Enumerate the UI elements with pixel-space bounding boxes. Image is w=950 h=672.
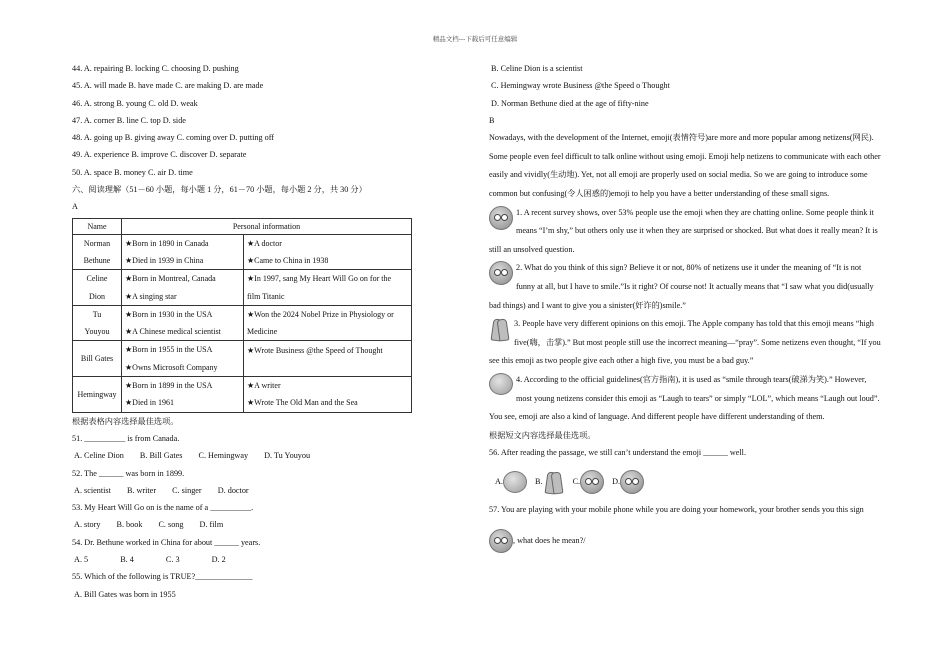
name-cell: Hemingway: [73, 377, 122, 413]
paragraph-5: You see, emoji are also a kind of language. And different people have different understanding of them.: [489, 412, 825, 422]
question-52: 52. The ______ was born in 1899.: [72, 468, 185, 478]
paragraph-1: 1. A recent survey shows, over 53% people use the emoji when they are chatting online. Some people think it means “I’m shy,” but others only use it when they are surprised or shocked. But what does it really mean? It is still an unsolved question.: [489, 207, 878, 254]
question-45: 45. A. will made B. have made C. are making D. are made: [72, 81, 264, 91]
name-cell: Tu Youyou: [73, 305, 122, 341]
option-55-b: B. Celine Dion is a scientist: [491, 64, 583, 73]
intro-paragraph: Nowadays, with the development of the Internet, emoji(表情符号)are more and more popular among netizens(网民). Some people even feel difficult to talk online without using emoji. Emoji help netizens to communicate with each other easily and vividly(生动地). Yet, not all emoji are properly used on social media. So we are going to introduce some common but confusing(令人困惑的)emoji to help you have a better understanding of these small signs.: [489, 133, 881, 198]
info-cell: ★Born in 1930 in the USA ★A Chinese medical scientist: [122, 305, 244, 341]
table-instruction: 根据表格内容选择最佳选项。: [72, 416, 179, 426]
paragraph-2: 2. What do you think of this sign? Believe it or not, 80% of netizens use it under the meaning of “It is not funny at all, but I have to smile.”Is it right? Of course not! It actually means that “I saw what you did(usually bad things) and I want to give you a sinister(奸诈的)smile.”: [489, 263, 874, 310]
options-56: A. B. C. D.: [495, 467, 881, 497]
folded-hands-icon: [489, 317, 511, 341]
info-cell: ★Born in Montreal, Canada ★A singing star: [122, 270, 244, 306]
question-48: 48. A. going up B. giving away C. coming over D. putting off: [72, 133, 275, 143]
smirk-face-icon: [489, 529, 513, 553]
part-b-label: B: [489, 115, 495, 125]
page-header: 精品文档---下载后可任意编辑: [432, 36, 518, 43]
table-header-row: [73, 218, 412, 234]
info-cell: ★Born in 1890 in Canada ★Died in 1939 in China: [122, 234, 244, 270]
info-cell: ★Won the 2024 Nobel Prize in Physiology or Medicine: [244, 305, 412, 341]
smirk-face-icon: [620, 470, 644, 494]
question-55: 55. Which of the following is TRUE?______________: [72, 572, 253, 582]
options-52: A. scientist B. writer C. singer D. doctor: [74, 485, 249, 495]
passage-instruction: 根据短文内容选择最佳选项。: [489, 430, 596, 440]
question-54: 54. Dr. Bethune worked in China for about ______ years.: [72, 537, 261, 547]
name-cell: Norman Bethune: [73, 234, 122, 270]
option-55-a: A. Bill Gates was born in 1955: [74, 589, 176, 599]
option-55-c: C. Hemingway wrote Business @the Speed o Thought: [491, 81, 670, 91]
info-cell: ★A doctor ★Came to China in 1938: [244, 234, 412, 270]
info-cell: ★Wrote Business @the Speed of Thought: [244, 341, 412, 377]
info-cell: ★In 1997, sang My Heart Will Go on for the film Titanic: [244, 270, 412, 306]
question-56: 56. After reading the passage, we still can’t understand the emoji ______ well.: [489, 447, 747, 457]
options-51: A. Celine Dion B. Bill Gates C. Hemingway D. Tu Youyou: [74, 451, 311, 461]
question-57-tail: , what does he mean?/: [489, 529, 881, 553]
question-44: 44. A. repairing B. locking C. choosing D. pushing: [72, 64, 239, 73]
info-table: [72, 218, 412, 413]
question-49: 49. A. experience B. improve C. discover D. separate: [72, 150, 247, 160]
table-row: [73, 341, 412, 377]
question-47: 47. A. corner B. line C. top D. side: [72, 115, 186, 125]
paragraph-4: 4. According to the official guidelines(官方指南), it is used as “smile through tears(破涕为笑).” However, most young netizens consider this emoji as “Laugh to tears” or simply “LOL”, which means “Laugh out loud”.: [489, 371, 881, 408]
right-column: [489, 60, 881, 553]
section-title: 六、阅读理解（51－60 小题，每小题 1 分，61－70 小题，每小题 2 分，共 30 分）: [72, 185, 367, 195]
info-cell: ★Born in 1899 in the USA ★Died in 1961: [122, 377, 244, 413]
header-info: Personal information: [122, 218, 412, 234]
shocked-face-icon: [580, 470, 604, 494]
table-row: [73, 270, 412, 306]
option-55-d: D. Norman Bethune died at the age of fifty-nine: [491, 98, 649, 108]
table-row: [73, 234, 412, 270]
question-57: 57. You are playing with your mobile phone while you are doing your homework, your brother sends you this sign: [489, 505, 864, 515]
tears-of-joy-icon: [489, 373, 513, 395]
name-cell: Celine Dion: [73, 270, 122, 306]
shocked-face-icon: [489, 206, 513, 230]
header-name: Name: [73, 218, 122, 234]
table-row: [73, 377, 412, 413]
info-cell: ★A writer ★Wrote The Old Man and the Sea: [244, 377, 412, 413]
paragraph-3: 3. People have very different opinions on this emoji. The Apple company has told that this emoji means “high five(嗨，击掌).” But most people still use the incorrect meaning—“pray”. Some netizens even thought, “If you see this emoji as two people give each other a high five, you must be a bad guy.”: [489, 319, 881, 366]
info-cell: ★Born in 1955 in the USA ★Owns Microsoft Company: [122, 341, 244, 377]
left-column: [72, 60, 414, 603]
questions-top: [72, 60, 414, 181]
name-cell: Bill Gates: [73, 341, 122, 377]
folded-hands-icon: [543, 470, 565, 494]
options-53: A. story B. book C. song D. film: [74, 520, 224, 530]
question-51: 51. __________ is from Canada.: [72, 433, 180, 443]
question-46: 46. A. strong B. young C. old D. weak: [72, 98, 198, 108]
table-row: [73, 305, 412, 341]
options-54: A. 5 B. 4 C. 3 D. 2: [74, 555, 226, 565]
tears-of-joy-icon: [503, 471, 527, 493]
question-53: 53. My Heart Will Go on is the name of a __________.: [72, 503, 254, 513]
part-a-label: A: [72, 202, 78, 212]
question-50: 50. A. space B. money C. air D. time: [72, 167, 193, 177]
smirk-face-icon: [489, 261, 513, 285]
